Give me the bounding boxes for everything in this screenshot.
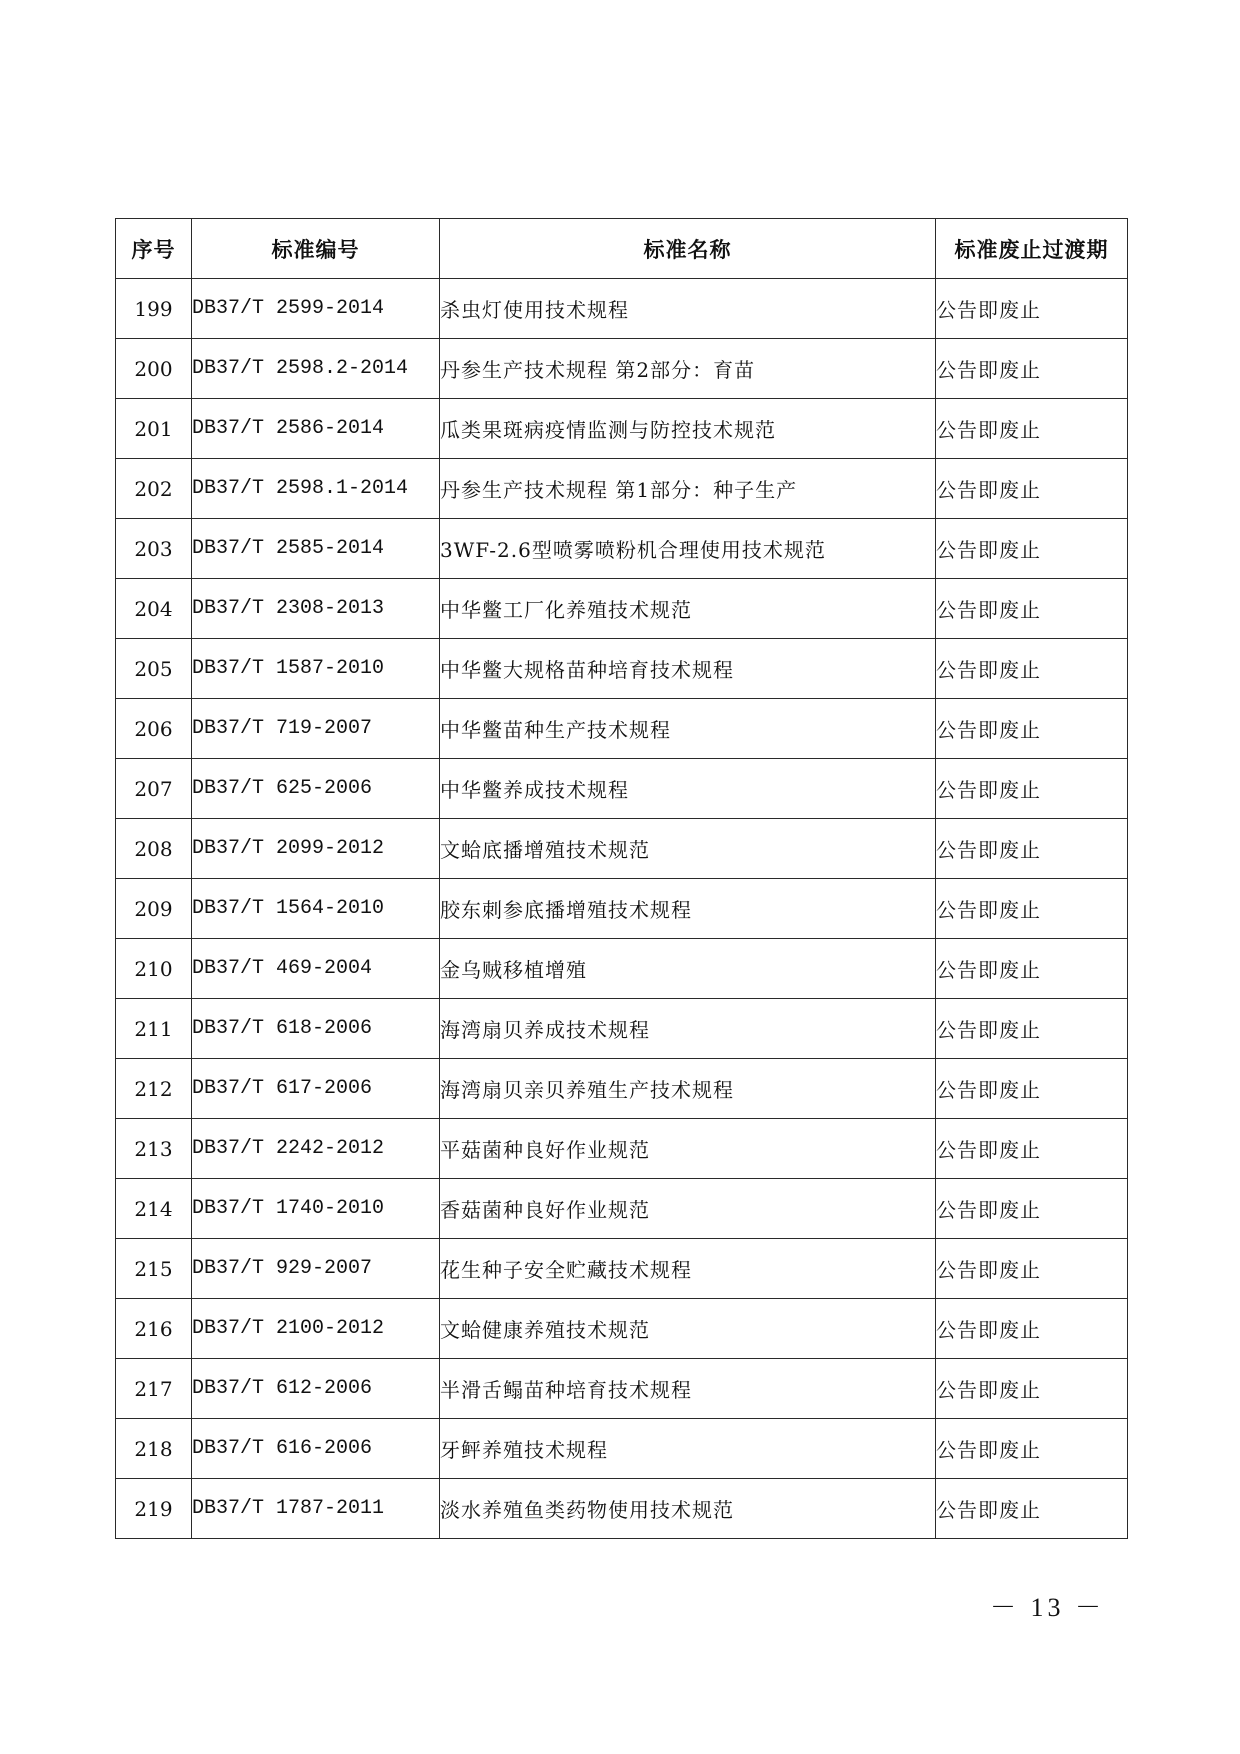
standards-table bbox=[115, 218, 1128, 1539]
table-row bbox=[116, 819, 1128, 879]
table-row bbox=[116, 1119, 1128, 1179]
row-transition-period: 公告即废止 bbox=[936, 459, 1128, 519]
row-serial-number: 210 bbox=[116, 939, 192, 999]
table-body bbox=[116, 279, 1128, 1539]
row-standard-name: 中华鳖大规格苗种培育技术规程 bbox=[440, 639, 936, 699]
row-serial-number: 213 bbox=[116, 1119, 192, 1179]
row-serial-number: 219 bbox=[116, 1479, 192, 1539]
row-transition-period: 公告即废止 bbox=[936, 1419, 1128, 1479]
table-header-row bbox=[116, 219, 1128, 279]
row-transition-period: 公告即废止 bbox=[936, 1059, 1128, 1119]
row-standard-code: DB37/T 2598.1-2014 bbox=[192, 459, 440, 519]
table-row bbox=[116, 519, 1128, 579]
row-standard-code: DB37/T 618-2006 bbox=[192, 999, 440, 1059]
row-standard-name: 中华鳖养成技术规程 bbox=[440, 759, 936, 819]
table-row bbox=[116, 579, 1128, 639]
row-standard-name: 丹参生产技术规程 第1部分：种子生产 bbox=[440, 459, 936, 519]
row-transition-period: 公告即废止 bbox=[936, 339, 1128, 399]
row-serial-number: 199 bbox=[116, 279, 192, 339]
row-transition-period: 公告即废止 bbox=[936, 639, 1128, 699]
row-standard-code: DB37/T 1740-2010 bbox=[192, 1179, 440, 1239]
row-standard-code: DB37/T 1787-2011 bbox=[192, 1479, 440, 1539]
table-row bbox=[116, 459, 1128, 519]
row-standard-code: DB37/T 2242-2012 bbox=[192, 1119, 440, 1179]
row-standard-name: 淡水养殖鱼类药物使用技术规范 bbox=[440, 1479, 936, 1539]
row-transition-period: 公告即废止 bbox=[936, 879, 1128, 939]
row-serial-number: 215 bbox=[116, 1239, 192, 1299]
row-serial-number: 205 bbox=[116, 639, 192, 699]
row-serial-number: 218 bbox=[116, 1419, 192, 1479]
row-standard-code: DB37/T 625-2006 bbox=[192, 759, 440, 819]
row-serial-number: 202 bbox=[116, 459, 192, 519]
row-standard-code: DB37/T 612-2006 bbox=[192, 1359, 440, 1419]
row-standard-code: DB37/T 2100-2012 bbox=[192, 1299, 440, 1359]
table-row bbox=[116, 1239, 1128, 1299]
row-transition-period: 公告即废止 bbox=[936, 579, 1128, 639]
table-row bbox=[116, 1359, 1128, 1419]
row-standard-name: 平菇菌种良好作业规范 bbox=[440, 1119, 936, 1179]
row-standard-name: 金乌贼移植增殖 bbox=[440, 939, 936, 999]
row-standard-code: DB37/T 719-2007 bbox=[192, 699, 440, 759]
row-standard-code: DB37/T 1564-2010 bbox=[192, 879, 440, 939]
row-transition-period: 公告即废止 bbox=[936, 759, 1128, 819]
row-standard-name: 花生种子安全贮藏技术规程 bbox=[440, 1239, 936, 1299]
table-row bbox=[116, 999, 1128, 1059]
row-standard-name: 文蛤健康养殖技术规范 bbox=[440, 1299, 936, 1359]
table-row bbox=[116, 939, 1128, 999]
row-transition-period: 公告即废止 bbox=[936, 1479, 1128, 1539]
row-serial-number: 200 bbox=[116, 339, 192, 399]
row-standard-name: 香菇菌种良好作业规范 bbox=[440, 1179, 936, 1239]
table-row bbox=[116, 879, 1128, 939]
table-row bbox=[116, 279, 1128, 339]
row-standard-code: DB37/T 469-2004 bbox=[192, 939, 440, 999]
row-standard-code: DB37/T 617-2006 bbox=[192, 1059, 440, 1119]
table-row bbox=[116, 399, 1128, 459]
row-transition-period: 公告即废止 bbox=[936, 1119, 1128, 1179]
page-number: － 13 － bbox=[990, 1593, 1106, 1622]
row-serial-number: 211 bbox=[116, 999, 192, 1059]
row-standard-name: 胶东刺参底播增殖技术规程 bbox=[440, 879, 936, 939]
row-transition-period: 公告即废止 bbox=[936, 399, 1128, 459]
header-standard-code: 标准编号 bbox=[192, 219, 440, 279]
row-transition-period: 公告即废止 bbox=[936, 279, 1128, 339]
header-abolish-transition-period: 标准废止过渡期 bbox=[936, 219, 1128, 279]
row-standard-name: 3WF-2.6型喷雾喷粉机合理使用技术规范 bbox=[440, 519, 936, 579]
table-row bbox=[116, 339, 1128, 399]
row-transition-period: 公告即废止 bbox=[936, 1359, 1128, 1419]
row-serial-number: 207 bbox=[116, 759, 192, 819]
table-row bbox=[116, 1059, 1128, 1119]
table-row bbox=[116, 1299, 1128, 1359]
row-standard-code: DB37/T 2598.2-2014 bbox=[192, 339, 440, 399]
table-row bbox=[116, 759, 1128, 819]
row-standard-code: DB37/T 1587-2010 bbox=[192, 639, 440, 699]
row-standard-name: 海湾扇贝亲贝养殖生产技术规程 bbox=[440, 1059, 936, 1119]
row-standard-name: 牙鲆养殖技术规程 bbox=[440, 1419, 936, 1479]
table-row bbox=[116, 1179, 1128, 1239]
row-standard-name: 瓜类果斑病疫情监测与防控技术规范 bbox=[440, 399, 936, 459]
row-standard-code: DB37/T 2308-2013 bbox=[192, 579, 440, 639]
header-standard-name: 标准名称 bbox=[440, 219, 936, 279]
row-serial-number: 214 bbox=[116, 1179, 192, 1239]
row-transition-period: 公告即废止 bbox=[936, 939, 1128, 999]
row-serial-number: 209 bbox=[116, 879, 192, 939]
row-standard-code: DB37/T 2599-2014 bbox=[192, 279, 440, 339]
row-serial-number: 206 bbox=[116, 699, 192, 759]
row-transition-period: 公告即废止 bbox=[936, 1179, 1128, 1239]
row-transition-period: 公告即废止 bbox=[936, 699, 1128, 759]
row-serial-number: 212 bbox=[116, 1059, 192, 1119]
row-transition-period: 公告即废止 bbox=[936, 999, 1128, 1059]
row-standard-code: DB37/T 2586-2014 bbox=[192, 399, 440, 459]
row-standard-name: 海湾扇贝养成技术规程 bbox=[440, 999, 936, 1059]
row-standard-name: 半滑舌鳎苗种培育技术规程 bbox=[440, 1359, 936, 1419]
header-serial-number: 序号 bbox=[116, 219, 192, 279]
row-serial-number: 204 bbox=[116, 579, 192, 639]
row-standard-name: 文蛤底播增殖技术规范 bbox=[440, 819, 936, 879]
row-serial-number: 203 bbox=[116, 519, 192, 579]
row-serial-number: 201 bbox=[116, 399, 192, 459]
row-serial-number: 217 bbox=[116, 1359, 192, 1419]
row-transition-period: 公告即废止 bbox=[936, 819, 1128, 879]
row-standard-code: DB37/T 2099-2012 bbox=[192, 819, 440, 879]
row-standard-name: 丹参生产技术规程 第2部分：育苗 bbox=[440, 339, 936, 399]
row-transition-period: 公告即废止 bbox=[936, 519, 1128, 579]
row-standard-code: DB37/T 929-2007 bbox=[192, 1239, 440, 1299]
row-standard-code: DB37/T 2585-2014 bbox=[192, 519, 440, 579]
row-standard-name: 杀虫灯使用技术规程 bbox=[440, 279, 936, 339]
row-standard-name: 中华鳖苗种生产技术规程 bbox=[440, 699, 936, 759]
table-row bbox=[116, 1419, 1128, 1479]
row-serial-number: 216 bbox=[116, 1299, 192, 1359]
row-standard-code: DB37/T 616-2006 bbox=[192, 1419, 440, 1479]
table-row bbox=[116, 1479, 1128, 1539]
table-row bbox=[116, 639, 1128, 699]
row-transition-period: 公告即废止 bbox=[936, 1239, 1128, 1299]
table-row bbox=[116, 699, 1128, 759]
row-standard-name: 中华鳖工厂化养殖技术规范 bbox=[440, 579, 936, 639]
row-transition-period: 公告即废止 bbox=[936, 1299, 1128, 1359]
row-serial-number: 208 bbox=[116, 819, 192, 879]
